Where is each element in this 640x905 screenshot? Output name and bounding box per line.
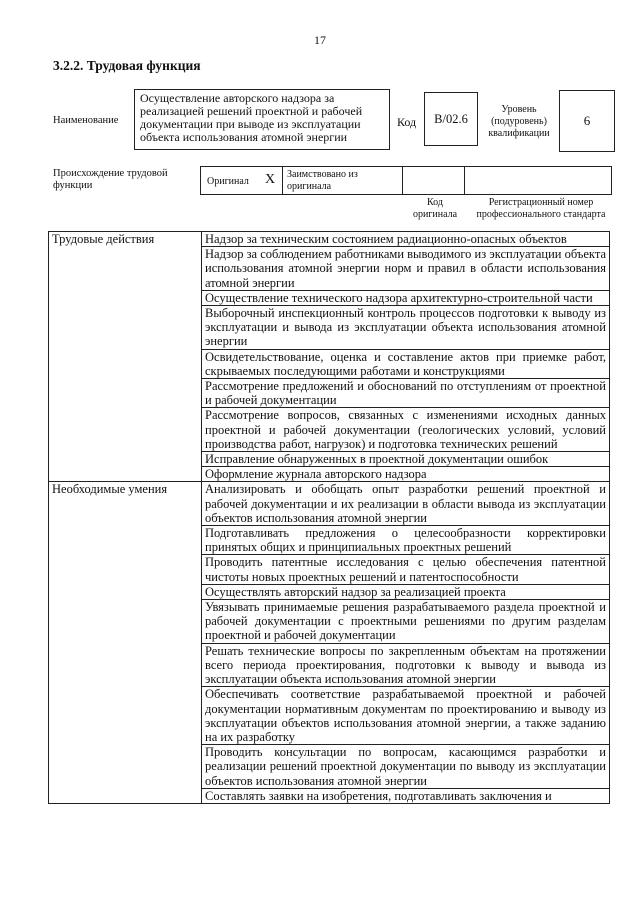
code-original-caption: Код оригинала: [412, 197, 458, 220]
item-cell: Осуществлять авторский надзор за реализацией проекта: [202, 584, 610, 599]
item-cell: Решать технические вопросы по закрепленным объектам на протяжении всего периода проектирования, подготовки к выводу и вывода из эксплуатации объекта использования атомной энергии: [202, 643, 610, 687]
reg-number-caption: Регистрационный номер профессионального стандарта: [476, 197, 606, 220]
item-cell: Оформление журнала авторского надзора: [202, 467, 610, 482]
item-cell: Рассмотрение вопросов, связанных с изменениями исходных данных проектной и рабочей документации (геологических условий, условий производства работ, нагрузок) и подготовка технических решений: [202, 408, 610, 452]
qualification-level-label: Уровень (подуровень) квалификации: [488, 104, 550, 139]
item-cell: Проводить консультации по вопросам, касающимся разработки и реализации решений проектной документации по выводу из эксплуатации объектов использования атомной энергии: [202, 745, 610, 789]
item-cell: Проводить патентные исследования с целью обеспечения патентной чистоты новых проектных решений и патентоспособности: [202, 555, 610, 584]
section-title-cell: Необходимые умения: [49, 482, 202, 803]
original-cell: [201, 167, 283, 194]
function-name: Осуществление авторского надзора за реализацией решений проектной и рабочей документации при выводе из эксплуатации объекта использования атомной энергии: [140, 91, 363, 144]
section-title: 3.2.2. Трудовая функция: [53, 58, 201, 73]
function-name-box: [134, 89, 390, 150]
item-cell: Выборочный инспекционный контроль процессов подготовки к выводу из эксплуатации и вывода из эксплуатации объекта использования атомной энергии: [202, 306, 610, 350]
page-number: 17: [314, 33, 326, 47]
original-label: Оригинал: [207, 176, 249, 187]
table-row: [49, 482, 610, 526]
code-box: [424, 92, 478, 146]
code-label: Код: [397, 115, 417, 129]
item-cell: Надзор за техническим состоянием радиационно-опасных объектов: [202, 232, 610, 247]
item-cell: Обеспечивать соответствие разрабатываемой проектной и рабочей документации нормативным документам по проектированию и выводу из эксплуатации объектов использования атомной энергии, а также заданию на их разработку: [202, 687, 610, 745]
item-cell: Составлять заявки на изобретения, подготавливать заключения и: [202, 788, 610, 803]
table-row: [49, 232, 610, 247]
item-cell: Осуществление технического надзора архитектурно-строительной части: [202, 290, 610, 305]
origin-row: [200, 166, 612, 195]
item-cell: Рассмотрение предложений и обоснований по отступлениям от проектной и рабочей документации: [202, 379, 610, 408]
function-table: [48, 231, 610, 804]
item-cell: Анализировать и обобщать опыт разработки решений проектной и рабочей документации и их реализации в области вывода из эксплуатации объектов использования атомной энергии: [202, 482, 610, 526]
item-cell: Надзор за соблюдением работниками выводимого из эксплуатации объекта использования атомной энергии норм и правил в области использования атомной энергии: [202, 247, 610, 291]
code-original-cell: [403, 167, 465, 194]
qualification-level-value: 6: [583, 113, 591, 128]
section-title-cell: Трудовые действия: [49, 232, 202, 482]
qualification-level-box: [559, 90, 615, 152]
item-cell: Подготавливать предложения о целесообразности корректировки принятых общих и принципиальных проектных решений: [202, 526, 610, 555]
borrowed-label: Заимствовано из оригинала: [287, 169, 358, 192]
item-cell: Освидетельствование, оценка и составление актов при приемке работ, скрываемых последующими работами и конструкциями: [202, 349, 610, 378]
reg-number-cell: [465, 167, 611, 194]
item-cell: Исправление обнаруженных в проектной документации ошибок: [202, 452, 610, 467]
original-mark: X: [265, 172, 276, 187]
origin-label: Происхождение трудовой функции: [53, 168, 168, 191]
item-cell: Увязывать принимаемые решения разрабатываемого раздела проектной и рабочей документации с проектными решениями по другим разделам проектной и рабочей документации: [202, 600, 610, 644]
code-value: B/02.6: [434, 111, 468, 126]
borrowed-cell: [283, 167, 403, 194]
name-label: Наименование: [53, 115, 119, 126]
